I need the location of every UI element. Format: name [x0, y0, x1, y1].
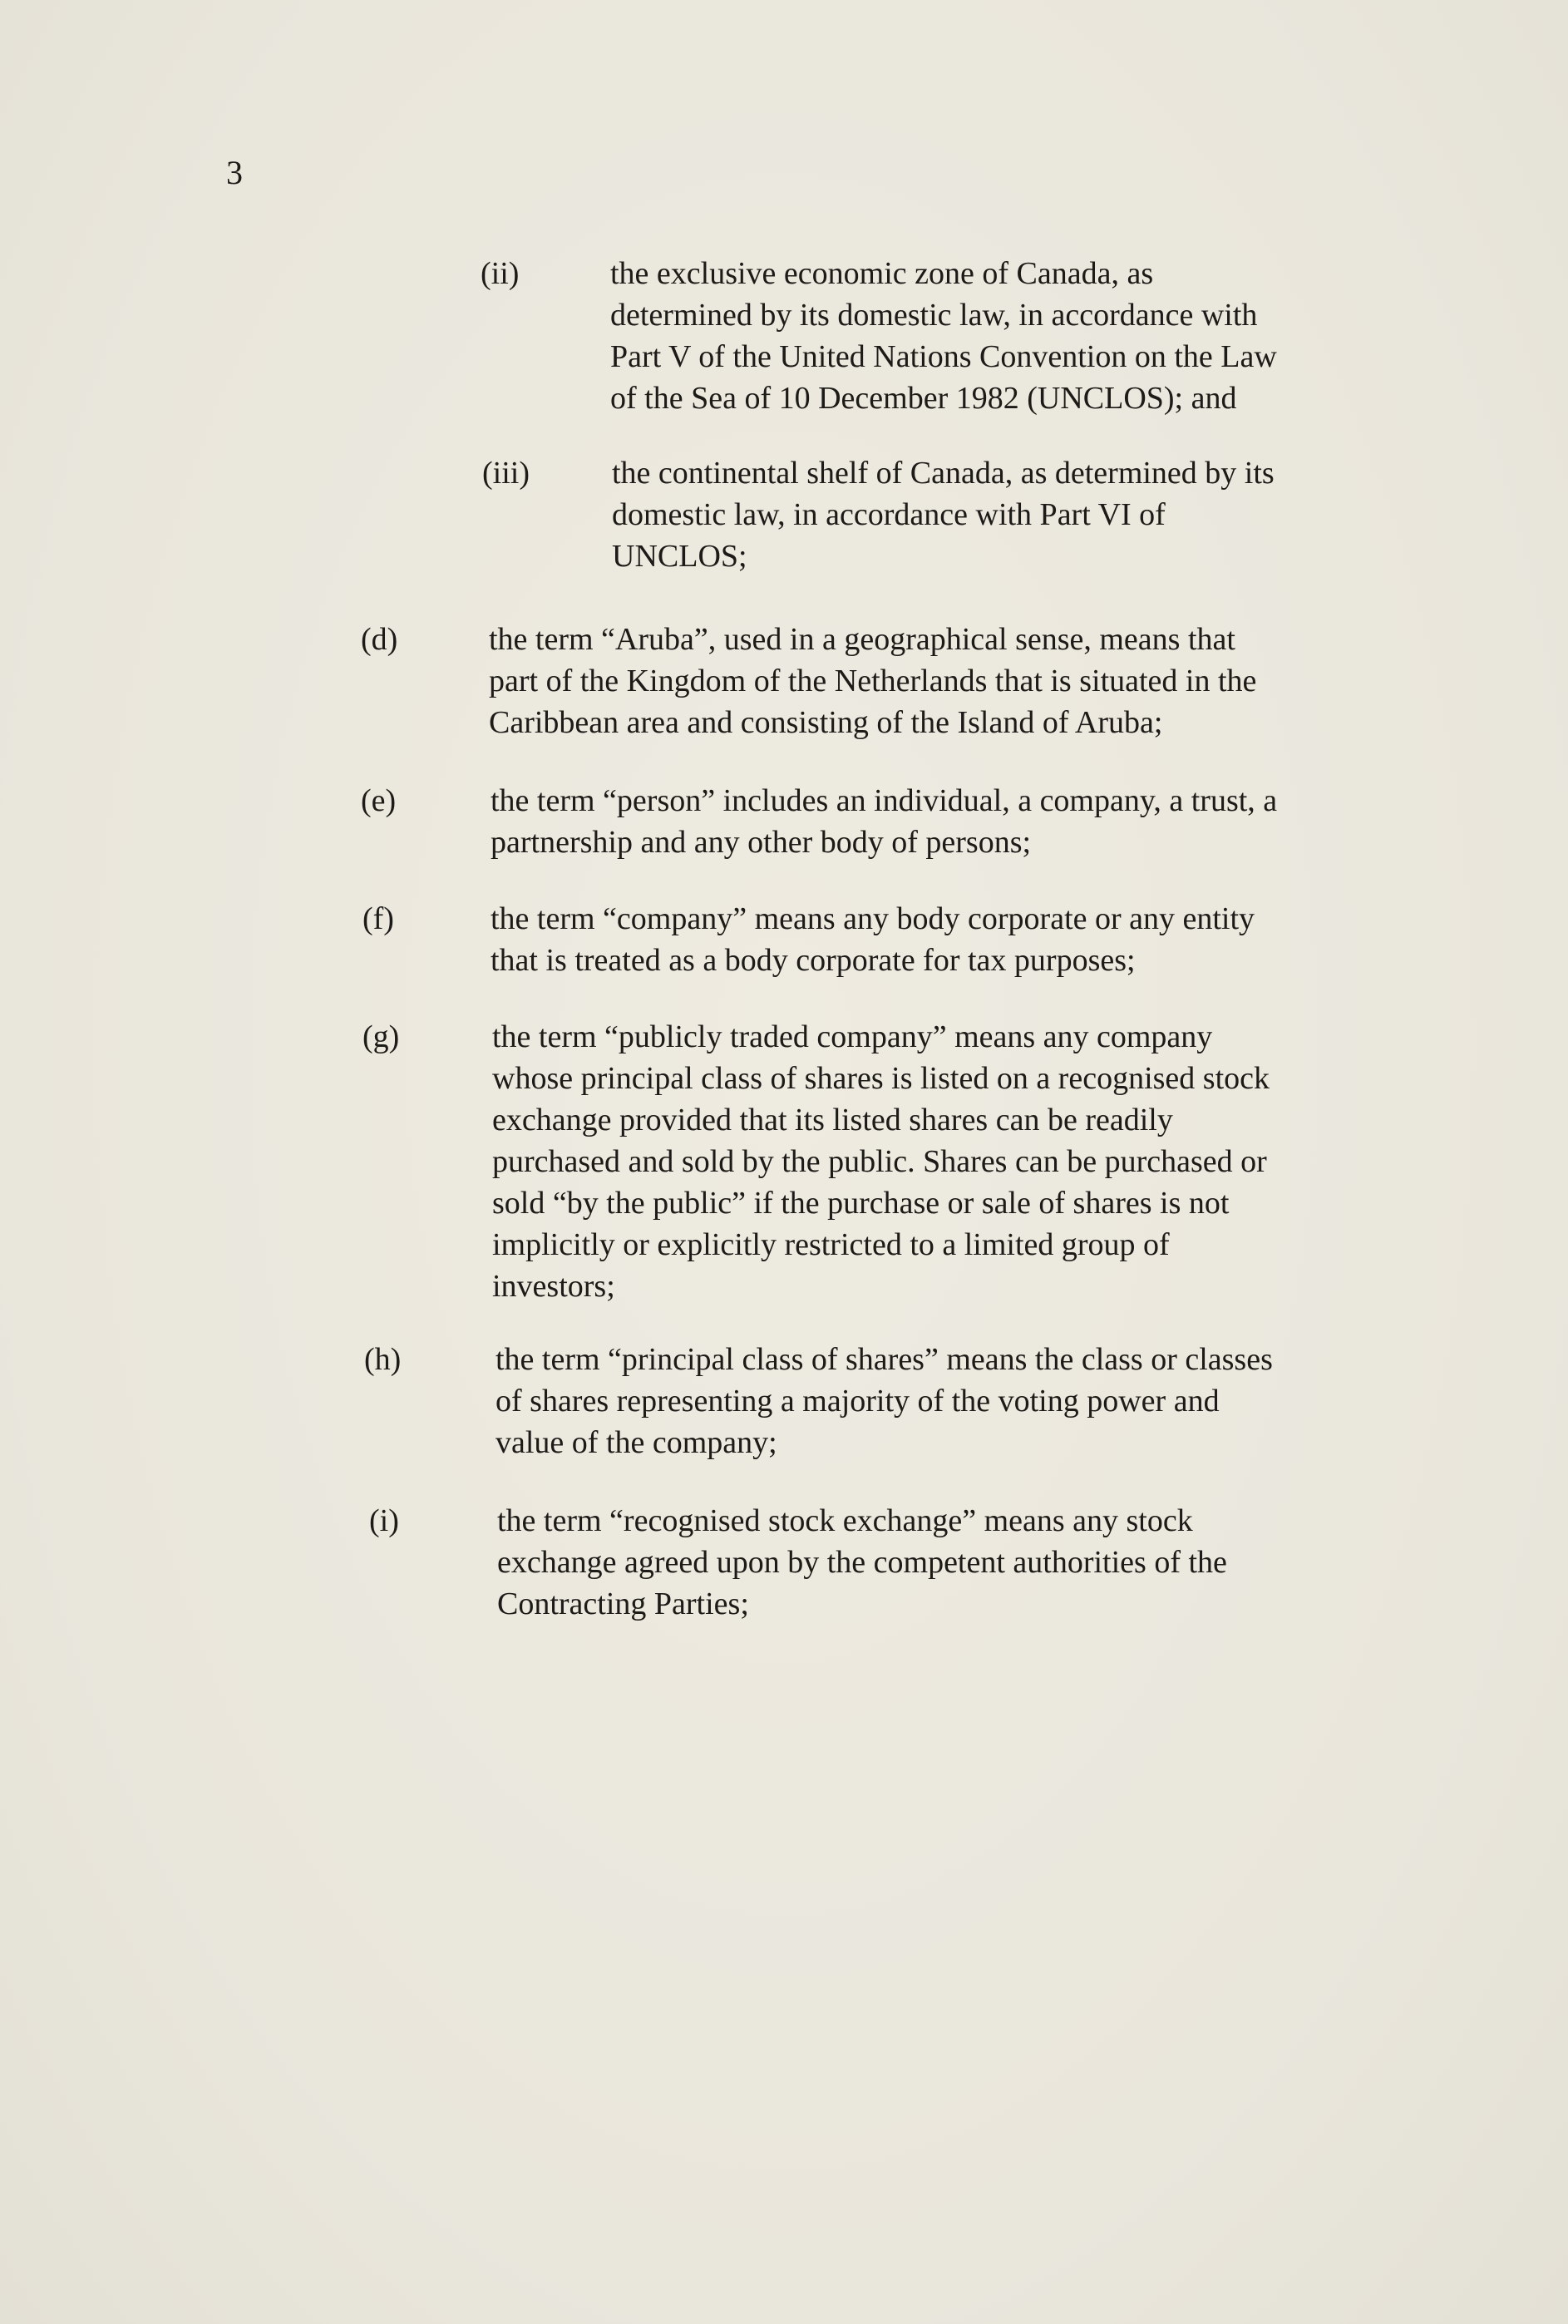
page-number: 3	[226, 154, 243, 191]
text-line: that is treated as a body corporate for tax purposes;	[491, 943, 1136, 978]
item-label: (f)	[362, 901, 394, 936]
definition-item-e	[361, 780, 1392, 863]
definition-item-f	[362, 898, 1393, 981]
text-line: the term “publicly traded company” means any company	[492, 1019, 1213, 1054]
item-label: (iii)	[482, 456, 530, 491]
text-line: the exclusive economic zone of Canada, as	[610, 256, 1154, 291]
definition-item-h	[364, 1339, 1395, 1463]
text-line: UNCLOS;	[612, 539, 747, 574]
item-label: (i)	[369, 1503, 399, 1538]
text-line: the term “Aruba”, used in a geographical sense, means that	[489, 622, 1235, 657]
text-line: the continental shelf of Canada, as determined by its	[612, 456, 1275, 491]
text-line: the term “company” means any body corporate or any entity	[491, 901, 1255, 936]
text-line: Caribbean area and consisting of the Island of Aruba;	[489, 705, 1163, 740]
text-line: exchange provided that its listed shares can be readily	[492, 1103, 1173, 1137]
item-label: (g)	[362, 1019, 400, 1054]
text-line: domestic law, in accordance with Part VI of	[612, 497, 1166, 532]
item-label: (d)	[361, 622, 398, 657]
text-line: Part V of the United Nations Convention on the Law	[610, 339, 1277, 374]
text-line: the term “person” includes an individual, a company, a trust, a	[491, 783, 1278, 818]
item-text	[496, 1339, 1273, 1463]
text-line: of the Sea of 10 December 1982 (UNCLOS); and	[610, 381, 1237, 416]
text-line: value of the company;	[496, 1425, 777, 1460]
item-label: (h)	[364, 1342, 402, 1377]
text-line: determined by its domestic law, in accordance with	[610, 298, 1258, 333]
item-label: (ii)	[481, 256, 520, 291]
item-text	[491, 898, 1255, 981]
item-label: (e)	[361, 783, 397, 818]
item-text	[497, 1500, 1227, 1625]
item-text	[489, 619, 1256, 743]
text-line: sold “by the public” if the purchase or sale of shares is not	[492, 1186, 1230, 1221]
text-line: partnership and any other body of persons;	[491, 825, 1032, 860]
item-text	[610, 253, 1277, 419]
text-line: the term “recognised stock exchange” means any stock	[497, 1503, 1193, 1538]
text-line: the term “principal class of shares” means the class or classes	[496, 1342, 1273, 1377]
text-line: whose principal class of shares is listed on a recognised stock	[492, 1061, 1270, 1096]
item-text	[612, 452, 1275, 577]
text-line: part of the Kingdom of the Netherlands that is situated in the	[489, 664, 1257, 698]
definition-item-g	[362, 1016, 1393, 1307]
text-line: investors;	[492, 1269, 615, 1304]
definition-item-i	[369, 1500, 1400, 1625]
text-line: purchased and sold by the public. Shares can be purchased or	[492, 1144, 1267, 1179]
text-line: implicitly or explicitly restricted to a limited group of	[492, 1227, 1170, 1262]
text-line: of shares representing a majority of the voting power and	[496, 1384, 1220, 1419]
item-text	[491, 780, 1277, 863]
text-line: Contracting Parties;	[497, 1586, 749, 1621]
item-text	[492, 1016, 1270, 1307]
definition-item-ii	[481, 253, 1395, 419]
definition-item-iii	[482, 452, 1397, 577]
text-line: exchange agreed upon by the competent authorities of the	[497, 1545, 1227, 1580]
definition-item-d	[361, 619, 1392, 743]
